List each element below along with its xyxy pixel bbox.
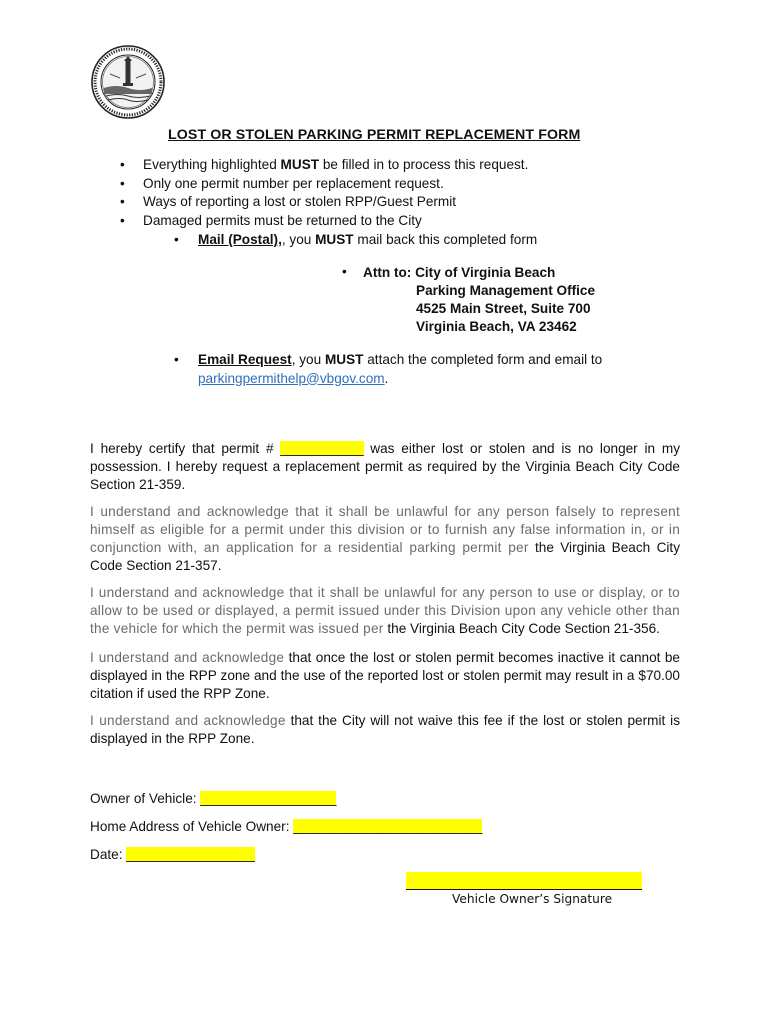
email-link[interactable]: parkingpermithelp@vbgov.com	[198, 370, 385, 386]
permit-number-field[interactable]: ___________	[280, 441, 364, 456]
instruction-item: • Everything highlighted MUST be filled in to process this request.	[120, 156, 528, 175]
address-line-2: 4525 Main Street, Suite 700	[416, 301, 591, 316]
attn-to-label: Attn to: City of Virginia Beach	[363, 265, 556, 280]
owner-of-vehicle-field[interactable]: __________________	[200, 791, 337, 806]
city-seal-icon	[90, 44, 166, 120]
signature-caption: Vehicle Owner’s Signature	[452, 892, 613, 906]
certification-paragraph: I hereby certify that permit # ___________ was either lost or stolen and is no longer in my possession. I hereby request a replacement permit as required by the Virginia Beach City Code Section 21-359.	[90, 441, 680, 492]
date-row	[90, 846, 255, 864]
date-label: Date:	[90, 847, 127, 862]
email-instruction: • Email Request, you MUST attach the completed form and email to parkingpermithelp@vbgov.com.	[174, 351, 638, 388]
home-address-label: Home Address of Vehicle Owner:	[90, 819, 294, 834]
address-line-1: Parking Management Office	[416, 283, 596, 298]
instruction-list	[120, 156, 528, 230]
acknowledgement-4: I understand and acknowledge that the City will not waive this fee if the lost or stolen permit is displayed in the RPP Zone.	[90, 713, 680, 746]
address-line-3: Virginia Beach, VA 23462	[416, 319, 577, 334]
owner-of-vehicle-label: Owner of Vehicle:	[90, 791, 201, 806]
home-address-field[interactable]: _________________________	[293, 819, 483, 834]
mail-instruction: • Mail (Postal),, you MUST mail back this completed form	[174, 231, 537, 250]
instruction-item: • Damaged permits must be returned to the City	[120, 212, 528, 231]
acknowledgement-3: I understand and acknowledge that once the lost or stolen permit becomes inactive it cannot be displayed in the RPP zone and the use of the reported lost or stolen permit may result in a $70.00 citation if used the RPP Zone.	[90, 650, 680, 701]
instruction-item: • Ways of reporting a lost or stolen RPP/Guest Permit	[120, 193, 528, 212]
instruction-item: • Only one permit number per replacement request.	[120, 175, 528, 194]
acknowledgement-1: I understand and acknowledge that it shall be unlawful for any person falsely to represent himself as eligible for a permit under this division or to furnish any false information in, or in conjunction with, an application for a residential parking permit per the Virginia Beach City Code Section 21-357.	[90, 504, 680, 573]
date-field[interactable]: _________________	[126, 847, 255, 862]
signature-field[interactable]	[406, 872, 642, 890]
attn-bullet: •	[342, 264, 347, 279]
form-title: LOST OR STOLEN PARKING PERMIT REPLACEMENT FORM	[168, 127, 581, 143]
home-address-row	[90, 818, 482, 836]
acknowledgement-2: I understand and acknowledge that it shall be unlawful for any person to use or display, or to allow to be used or displayed, a permit issued under this Division upon any vehicle other than the vehicle for which the permit was issued per the Virginia Beach City Code Section 21-356.	[90, 585, 680, 636]
owner-of-vehicle-row	[90, 790, 336, 808]
